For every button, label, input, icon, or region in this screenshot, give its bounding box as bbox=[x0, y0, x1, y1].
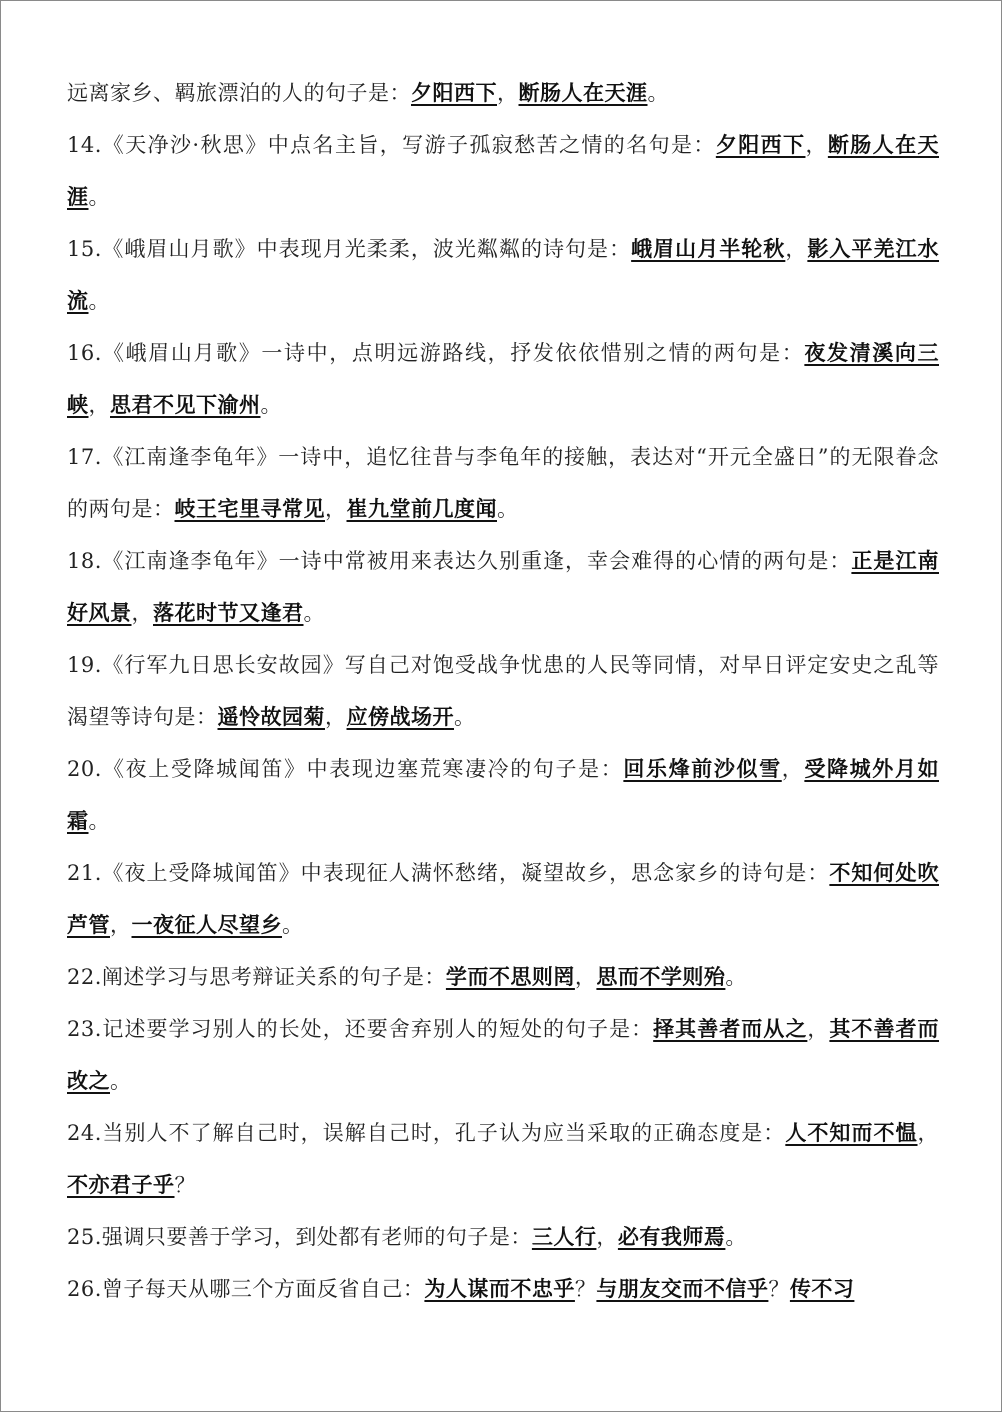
list-item bbox=[67, 639, 939, 743]
sentence-end: 。 bbox=[282, 913, 304, 937]
question-text: 19.《行军九日思长安故园》写自己对饱受战争忧患的人民等同情，对早日评定安史之乱等渴望等诗句是： bbox=[67, 653, 939, 729]
answer-separator: ， bbox=[785, 237, 808, 261]
document-body bbox=[67, 67, 939, 1315]
answer-separator: ， bbox=[574, 965, 597, 989]
answer-text: 思而不学则殆 bbox=[596, 965, 726, 989]
answer-separator: ， bbox=[88, 393, 110, 417]
list-item bbox=[67, 1107, 939, 1211]
question-text: 远离家乡、羁旅漂泊的人的句子是： bbox=[67, 81, 411, 105]
answer-text: 崔九堂前几度闻 bbox=[346, 497, 497, 521]
question-text: 24.当别人不了解自己时，误解自己时，孔子认为应当采取的正确态度是： bbox=[67, 1121, 786, 1145]
list-item bbox=[67, 119, 939, 223]
answer-separator: ， bbox=[497, 81, 519, 105]
list-item bbox=[67, 951, 939, 1003]
question-text: 25.强调只要善于学习，到处都有老师的句子是： bbox=[67, 1225, 532, 1249]
sentence-end: ？ bbox=[174, 1173, 196, 1197]
sentence-end: 。 bbox=[454, 705, 476, 729]
answer-separator: ， bbox=[807, 1017, 830, 1041]
answer-text: 必有我师焉 bbox=[617, 1225, 726, 1249]
question-text: 20.《夜上受降城闻笛》中表现边塞荒寒凄冷的句子是： bbox=[67, 757, 624, 781]
sentence-end: 。 bbox=[88, 809, 110, 833]
list-item bbox=[67, 67, 939, 119]
list-item bbox=[67, 431, 939, 535]
sentence-end: 。 bbox=[303, 601, 325, 625]
sentence-end: 。 bbox=[725, 965, 747, 989]
sentence-end: 。 bbox=[647, 81, 669, 105]
answer-text: 传不习 bbox=[789, 1277, 855, 1301]
question-text: 14.《天净沙·秋思》中点名主旨，写游子孤寂愁苦之情的名句是： bbox=[67, 133, 716, 157]
answer-text: 遥怜故园菊 bbox=[217, 705, 325, 729]
answer-text: 落花时节又逢君 bbox=[153, 601, 304, 625]
list-item bbox=[67, 1263, 939, 1315]
answer-separator: ， bbox=[131, 601, 153, 625]
answer-text: 不亦君子乎 bbox=[67, 1173, 175, 1197]
question-text: 26.曾子每天从哪三个方面反省自己： bbox=[67, 1277, 425, 1301]
answer-separator: ， bbox=[110, 913, 132, 937]
question-text: 17.《江南逢李龟年》一诗中，追忆往昔与李龟年的接触，表达对“开元全盛日”的无限眷念的两句是： bbox=[67, 445, 939, 521]
sentence-end: 。 bbox=[260, 393, 282, 417]
answer-text: 学而不思则罔 bbox=[445, 965, 575, 989]
answer-separator: ， bbox=[596, 1225, 618, 1249]
answer-text: 断肠人在天涯 bbox=[518, 81, 648, 105]
question-text: 16.《峨眉山月歌》一诗中，点明远游路线，抒发依依惜别之情的两句是： bbox=[67, 341, 805, 365]
answer-text: 影入平羌江水流 bbox=[67, 237, 940, 313]
answer-separator: ， bbox=[325, 705, 347, 729]
list-item bbox=[67, 223, 939, 327]
list-item bbox=[67, 535, 939, 639]
question-text: 18.《江南逢李龟年》一诗中常被用来表达久别重逢，幸会难得的心情的两句是： bbox=[67, 549, 852, 573]
answer-separator: ， bbox=[917, 1121, 940, 1145]
answer-text: 择其善者而从之 bbox=[653, 1017, 808, 1041]
answer-text: 不知何处吹芦管 bbox=[67, 861, 939, 937]
answer-text: 岐王宅里寻常见 bbox=[174, 497, 325, 521]
answer-text: 正是江南好风景 bbox=[67, 549, 939, 625]
answer-text: 夕阳西下 bbox=[715, 133, 806, 157]
answer-separator: ， bbox=[805, 133, 828, 157]
answer-text: 回乐烽前沙似雪 bbox=[623, 757, 782, 781]
sentence-end: 。 bbox=[88, 289, 110, 313]
answer-text: 一夜征人尽望乡 bbox=[131, 913, 282, 937]
answer-separator: ， bbox=[781, 757, 805, 781]
sentence-end: 。 bbox=[725, 1225, 747, 1249]
sentence-end: 。 bbox=[88, 185, 110, 209]
question-text: 15.《峨眉山月歌》中表现月光柔柔，波光粼粼的诗句是： bbox=[67, 237, 632, 261]
answer-text: 与朋友交而不信乎 bbox=[596, 1277, 769, 1301]
answer-text: 夜发清溪向三峡 bbox=[67, 341, 939, 417]
answer-text: 思君不见下渝州 bbox=[110, 393, 261, 417]
answer-text: 为人谋而不忠乎 bbox=[424, 1277, 575, 1301]
answer-text: 三人行 bbox=[531, 1225, 597, 1249]
answer-text: 应傍战场开 bbox=[346, 705, 454, 729]
list-item bbox=[67, 327, 939, 431]
answer-separator: ？ bbox=[768, 1277, 790, 1301]
answer-separator: ， bbox=[325, 497, 347, 521]
question-text: 23.记述要学习别人的长处，还要舍弃别人的短处的句子是： bbox=[67, 1017, 654, 1041]
answer-text: 断肠人在天涯 bbox=[67, 133, 939, 209]
list-item bbox=[67, 1211, 939, 1263]
answer-text: 其不善者而改之 bbox=[67, 1017, 940, 1093]
sentence-end: 。 bbox=[497, 497, 519, 521]
answer-text: 人不知而不愠 bbox=[785, 1121, 918, 1145]
answer-text: 夕阳西下 bbox=[411, 81, 497, 105]
question-text: 21.《夜上受降城闻笛》中表现征人满怀愁绪，凝望故乡，思念家乡的诗句是： bbox=[67, 861, 830, 885]
list-item bbox=[67, 743, 939, 847]
answer-text: 峨眉山月半轮秋 bbox=[631, 237, 786, 261]
list-item bbox=[67, 1003, 939, 1107]
answer-separator: ？ bbox=[574, 1277, 597, 1301]
question-text: 22.阐述学习与思考辩证关系的句子是： bbox=[67, 965, 446, 989]
list-item bbox=[67, 847, 939, 951]
sentence-end: 。 bbox=[110, 1069, 132, 1093]
answer-text: 受降城外月如霜 bbox=[67, 757, 939, 833]
